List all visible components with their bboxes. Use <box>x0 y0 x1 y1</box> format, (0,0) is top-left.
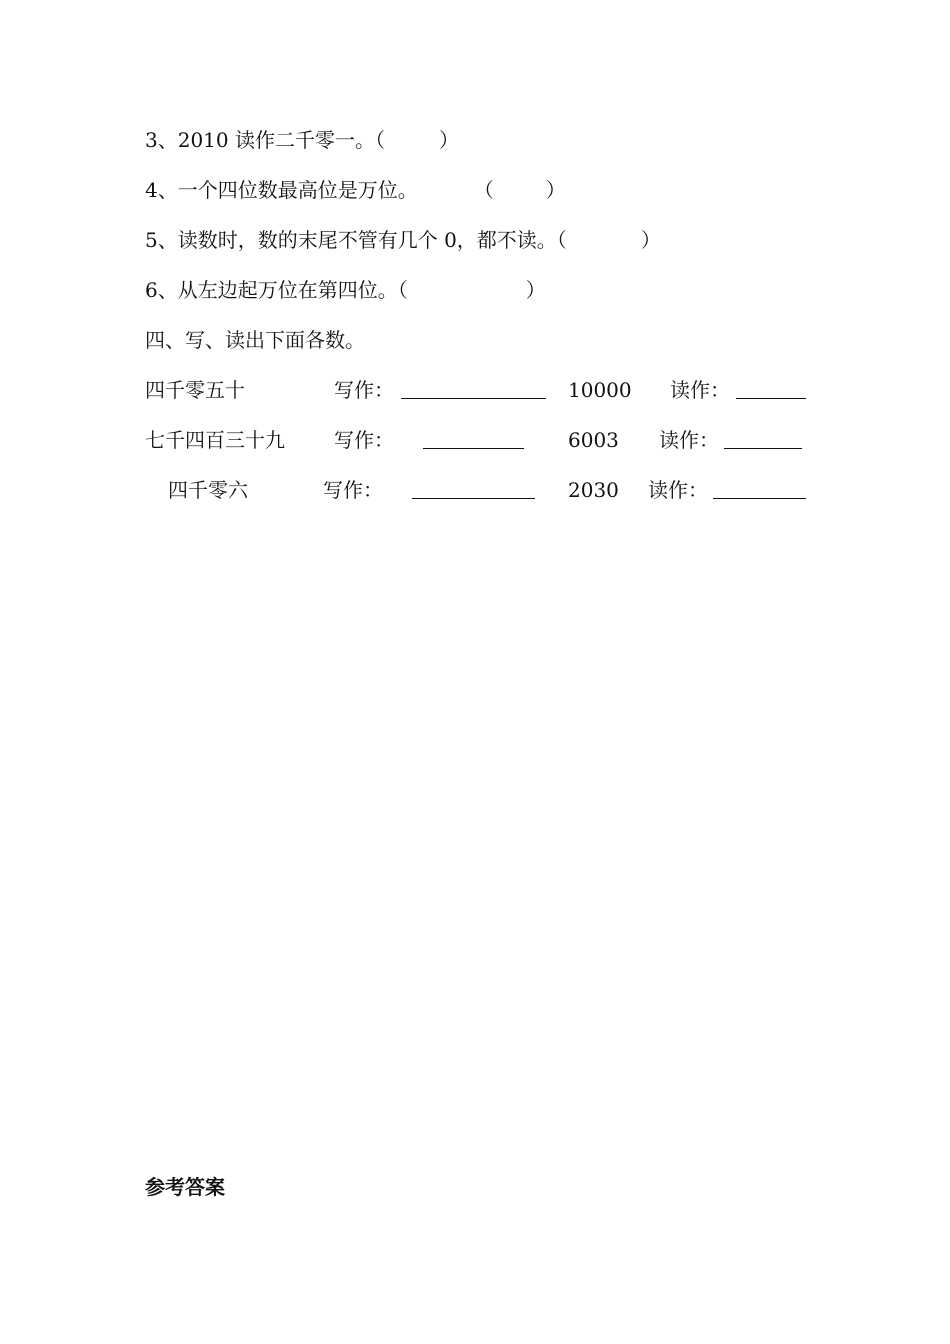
row-3-number: 2030 <box>568 478 619 502</box>
question-3 <box>145 126 459 154</box>
row-2-word: 七千四百三十九 <box>145 428 285 452</box>
section-4-title: 四、写、读出下面各数。 <box>145 328 365 352</box>
row-1-read-label: 读作： <box>670 378 730 402</box>
answers-title: 参考答案 <box>145 1175 225 1199</box>
row-1-number: 10000 <box>568 378 632 402</box>
question-4-text: 4、一个四位数最高位是万位。 <box>145 178 418 202</box>
close-paren: ） <box>438 128 459 152</box>
row-3-write-blank[interactable] <box>412 498 535 499</box>
question-3-text: 3、2010 读作二千零一。（ <box>145 128 385 152</box>
row-2-read-label: 读作： <box>659 428 719 452</box>
row-1-word: 四千零五十 <box>145 378 245 402</box>
row-3-read-blank[interactable] <box>713 498 806 499</box>
question-5-text: 5、读数时，数的末尾不管有几个 0，都不读。（ <box>145 228 567 252</box>
row-1-read-blank[interactable] <box>736 398 806 399</box>
question-6 <box>145 276 546 304</box>
row-3-word: 四千零六 <box>168 478 248 502</box>
open-paren: （ <box>473 178 494 202</box>
row-1-write-label: 写作： <box>334 378 394 402</box>
row-2-write-label: 写作： <box>334 428 394 452</box>
question-4 <box>145 176 566 204</box>
question-6-text: 6、从左边起万位在第四位。（ <box>145 278 408 302</box>
row-2-number: 6003 <box>568 428 619 452</box>
close-paren: ） <box>545 178 566 202</box>
close-paren: ） <box>525 278 546 302</box>
row-3-read-label: 读作： <box>648 478 708 502</box>
close-paren: ） <box>640 228 661 252</box>
row-3-write-label: 写作： <box>323 478 383 502</box>
row-2-read-blank[interactable] <box>724 448 802 449</box>
row-1-write-blank[interactable] <box>401 398 546 399</box>
row-2-write-blank[interactable] <box>423 448 524 449</box>
question-5 <box>145 226 661 254</box>
